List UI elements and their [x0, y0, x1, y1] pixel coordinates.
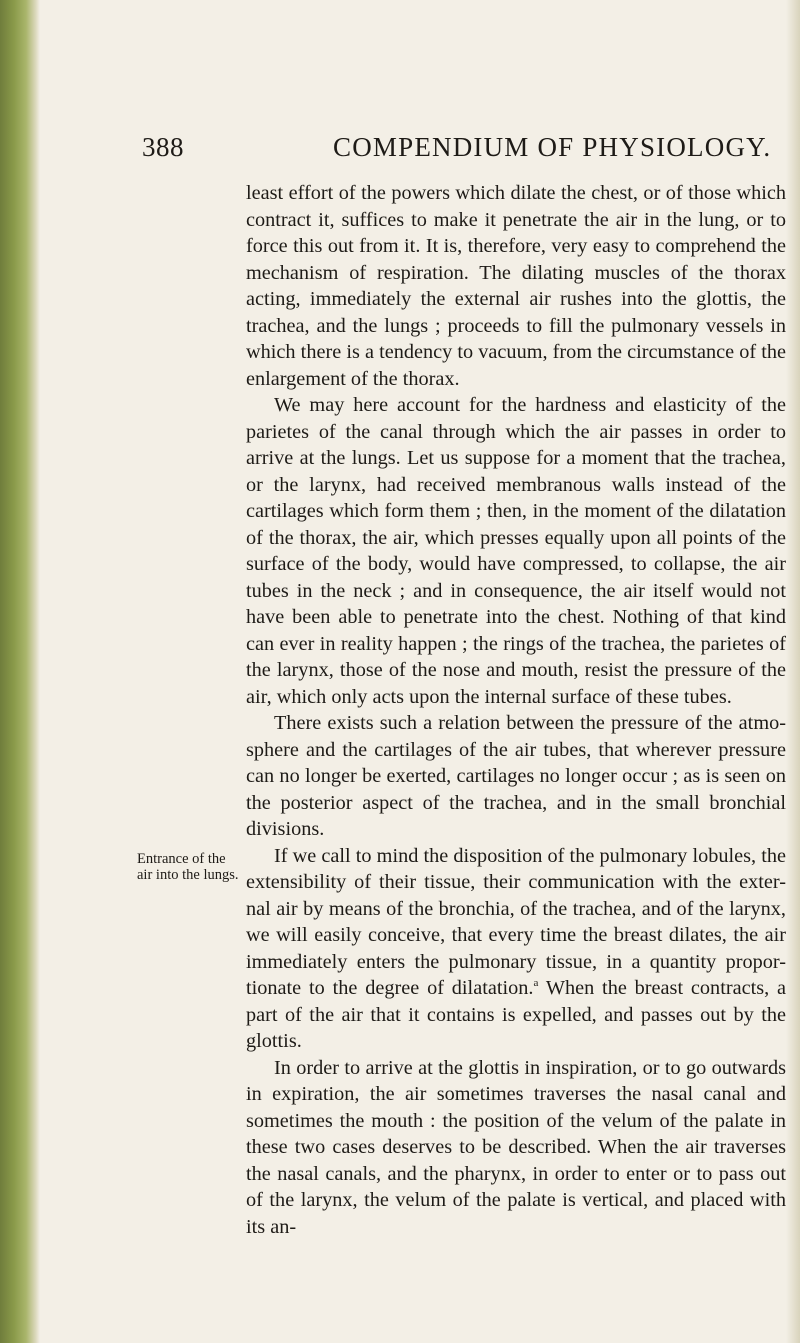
body-text — [246, 180, 786, 1240]
paragraph-4 — [246, 843, 786, 1055]
book-binding-edge — [0, 0, 40, 1343]
paragraph-3: There exists such a relation between the pressure of the atmo- sphere and the cartilages of the air tubes, that wherever pressure can no longer be exerted, cartilages no longer occur ; as is seen on the posterior aspect of the trachea, and in the small bronchial divisions. — [246, 712, 786, 840]
paragraph-4-text: If we call to mind the disposition of the pulmonary lobules, the extensibility of their tissue, their communication with the exter- nal air by means of the bronchia, of the trachea, and of the larynx, we will easily conceive, that every time the breast dilates, the air immediately enters the pulmonary tissue, in a quantity propor- tionate to the degree of dilatation. — [246, 844, 786, 999]
paragraph-1: least effort of the powers which dilate the chest, or of those which contract it, suffices to make it penetrate the air in the lung, or to force this out from it. It is, therefore, very easy to comprehend the mechanism of respiration. The dilating muscles of the thorax acting, immediately the external air rushes into the glottis, the trachea, and the lungs ; proceeds to fill the pulmonary vessels in which there is a tendency to vacuum, from the circumstance of the enlargement of the thorax. — [246, 182, 786, 390]
footnote-mark: a — [533, 977, 539, 990]
paragraph-4-text-after: When the breast contracts, a part of the air that it contains is expelled, and passes out by the glottis. — [246, 977, 787, 1052]
paragraph-2: We may here account for the hardness and elasticity of the parietes of the canal through which the air passes in order to arrive at the lungs. Let us suppose for a moment that the trachea, or the larynx, had received membranous walls instead of the cartilages which form them ; then, in the moment of the dilatation of the thorax, the air, which presses equally upon all points of the surface of the body, would have compressed, to collapse, the air tubes in the neck ; and in consequence, the air itself would not have been able to penetrate into the chest. Nothing of that kind can ever in reality happen ; the rings of the trachea, the parietes of the larynx, those of the nose and mouth, resist the pressure of the air, which only acts upon the internal surface of these tubes. — [246, 394, 786, 708]
marginal-note: Entrance of the air into the lungs. — [137, 851, 239, 883]
page-edge-shadow — [786, 0, 800, 1343]
running-head: COMPENDIUM OF PHYSIOLOGY. — [333, 132, 772, 162]
page-number: 388 — [142, 132, 184, 162]
paragraph-5: In order to arrive at the glottis in inspiration, or to go outwards in expiration, the air sometimes traverses the nasal canal and sometimes the mouth : the position of the velum of the palate in these two cases deserves to be described. When the air traverses the nasal canals, and the pharynx, in order to enter or to pass out of the larynx, the velum of the palate is vertical, and placed with its an- — [246, 1056, 786, 1238]
